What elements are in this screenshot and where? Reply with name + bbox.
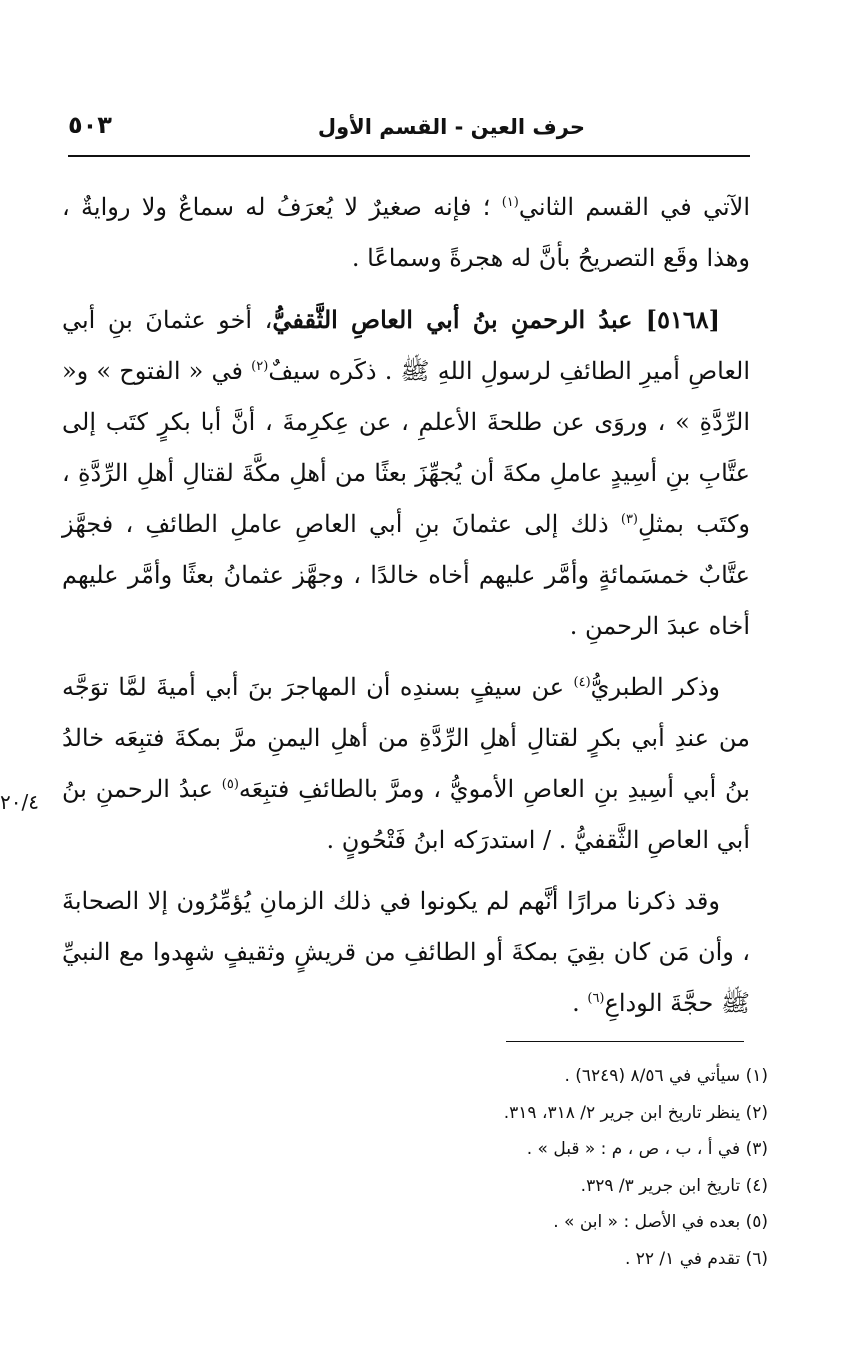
- text-run: وقد ذكرنا مرارًا أنَّهم لم يكونوا في ذلك الزمانِ يُؤمِّرُون إلا الصحابةَ ، وأن مَن كان بقِيَ بمكةَ أو الطائفِ من قريشٍ وثقيفٍ شهِدوا مع النبيِّ ﷺ حجَّةَ الوداعِ: [62, 887, 750, 1017]
- footnote-1: (١) سيأتي في ٨/٥٦ (٦٢٤٩) .: [564, 1066, 768, 1086]
- footnote-ref-4: (٤): [573, 675, 591, 690]
- paragraph-3: [62, 662, 750, 866]
- text-run: وذكر الطبريُّ: [590, 673, 720, 701]
- footnote-3: (٣) في أ ، ب ، ص ، م : « قبل » .: [526, 1139, 768, 1159]
- text-run: عن سيفٍ بسندِه أن المهاجرَ بنَ أبي أميةَ لمَّا توَجَّه من عندِ أبي بكرٍ لقتالِ أهلِ الرِّدَّةِ من أهلِ اليمنِ مرَّ بمكةَ فتبِعَه خالدُ بنُ أبي أسِيدِ بنِ العاصِ الأمويُّ ، ومرَّ بالطائفِ فتبِعَه: [62, 673, 750, 803]
- footnote-6: (٦) تقدم في ١/ ٢٢ .: [624, 1248, 768, 1269]
- footnote-4: (٤) تاريخ ابن جرير ٣/ ٣٢٩.: [580, 1175, 768, 1196]
- text-run: ذلك إلى عثمانَ بنِ أبي العاصِ عاملِ الطائفِ ، فجهَّز عتَّابٌ خمسَمائةٍ وأمَّر عليهم أخاه خالدًا ، وجهَّز عثمانُ بعثًا وأمَّر عليهم أخاه عبدَ الرحمنِ .: [62, 510, 750, 640]
- page-header: [68, 105, 750, 153]
- text-run: .: [572, 989, 588, 1017]
- running-head: حرف العين - القسم الأول: [317, 115, 585, 139]
- text-run: في « الفتوح » و« الرِّدَّةِ » ، وروَى عن طلحةَ الأعلمِ ، عن عِكرِمةَ ، أنَّ أبا بكرٍ كتَب إلى عتَّابِ بنِ أسِيدٍ عاملِ مكةَ أن يُجهِّزَ بعثًا من أهلِ مكَّةَ لقتالِ أهلِ الرِّدَّةِ ، وكتَب بمثلِ: [62, 357, 750, 538]
- header-rule: [68, 155, 750, 157]
- paragraph-4: [62, 876, 750, 1029]
- text-run: عبدُ الرحمنِ بنُ أبي العاصِ الثَّقفيُّ . / استدرَكه ابنُ فَتْحُونٍ .: [62, 775, 750, 854]
- footnote-ref-3: (٣): [620, 512, 638, 527]
- text-run: ، أخو عثمانَ بنِ أبي العاصِ أميرِ الطائفِ لرسولِ اللهِ ﷺ . ذكَره سيفٌ: [62, 306, 751, 385]
- entry-heading: [٥١٦٨] عبدُ الرحمنِ بنُ أبي العاصِ الثَّقفيُّ: [272, 305, 721, 334]
- entry-5168: [62, 294, 750, 652]
- footnote-rule: [506, 1041, 744, 1042]
- paragraph-1: [62, 182, 750, 284]
- footnotes: [368, 1058, 768, 1277]
- footnote-ref-5: (٥): [221, 777, 239, 792]
- page-number: ٥٠٣: [68, 111, 112, 139]
- text-run: ؛ فإنه صغيرٌ لا يُعرَفُ له سماعٌ ولا روايةٌ ، وهذا وقَع التصريحُ بأنَّ له هجرةً وسماعًا .: [62, 193, 750, 272]
- footnote-ref-1: (١): [501, 195, 519, 210]
- footnote-5: (٥) بعده في الأصل : « ابن » .: [553, 1212, 768, 1232]
- footnote-2: (٢) ينظر تاريخ ابن جرير ٢/ ٣١٨، ٣١٩.: [503, 1102, 768, 1123]
- footnote-ref-6: (٦): [587, 991, 605, 1006]
- main-text: [62, 182, 750, 1029]
- text-run: الآتي في القسم الثاني: [518, 193, 751, 221]
- footnote-ref-2: (٢): [251, 359, 269, 374]
- margin-reference: ٢٠/٤: [0, 790, 39, 814]
